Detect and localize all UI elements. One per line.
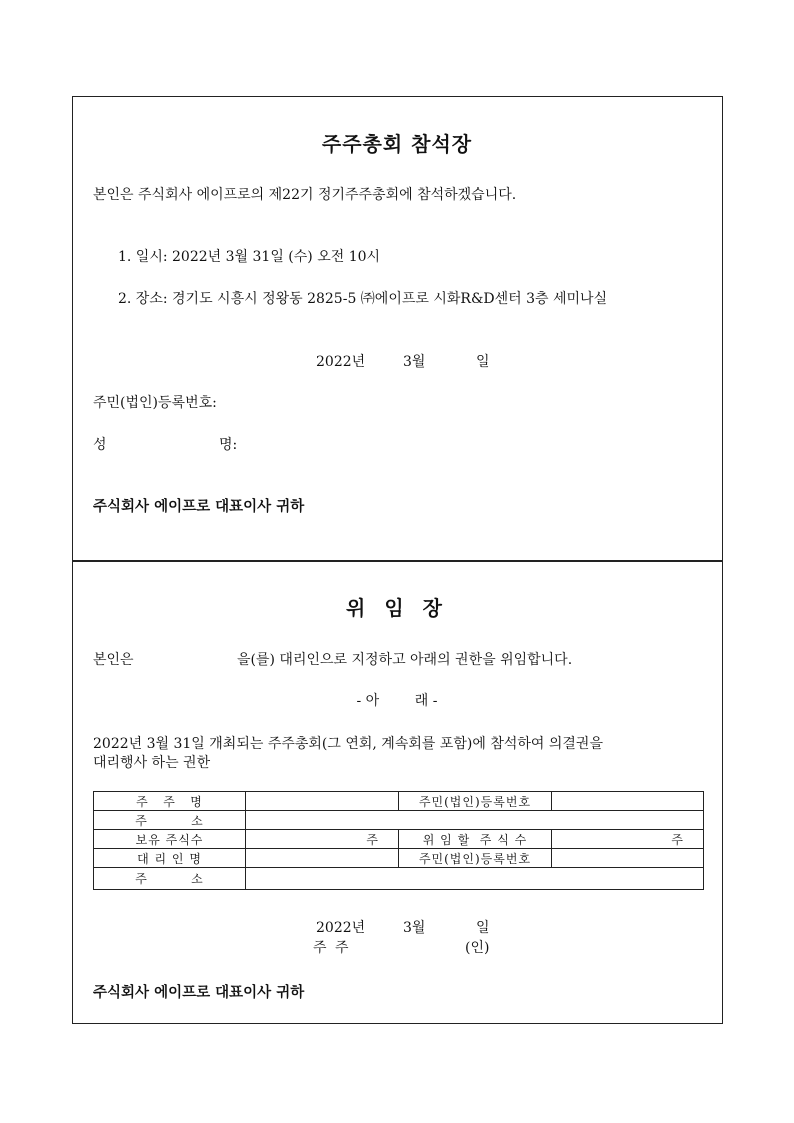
reg-no-label: 주민(법인)등록번호 (399, 792, 552, 811)
proxy-date-month: 3월 (403, 920, 426, 936)
proxy-reg-no-field[interactable] (552, 849, 704, 868)
attendance-name-label-b: 명: (219, 437, 238, 453)
proxy-below-heading: - 아 래 - (356, 693, 438, 709)
table-row (94, 849, 704, 868)
table-row (94, 868, 704, 890)
delegated-shares-label: 위 임 할 주 식 수 (399, 830, 552, 849)
proxy-reg-no-label: 주민(법인)등록번호 (399, 849, 552, 868)
attendance-intro: 본인은 주식회사 에이프로의 제22기 정기주주총회에 참석하겠습니다. (93, 187, 517, 203)
proxy-addressee: 주식회사 에이프로 대표이사 귀하 (93, 985, 305, 1001)
table-row (94, 830, 704, 849)
attendance-date-month: 3월 (403, 354, 426, 370)
attendance-card (72, 96, 723, 561)
proxy-shareholder-label: 주 주 (313, 940, 351, 956)
proxy-intro-a: 본인은 (93, 652, 134, 668)
attendance-date-year: 2022년 (316, 354, 366, 370)
attendance-reg-label: 주민(법인)등록번호: (93, 395, 217, 411)
proxy-info-table (93, 791, 704, 890)
address-label: 주 소 (94, 811, 246, 830)
attendance-location-item: 2. 장소: 경기도 시흥시 정왕동 2825-5 ㈜에이프로 시화R&D센터 3층 세미나실 (118, 291, 608, 307)
proxy-body-line2: 대리행사 하는 권한 (93, 755, 211, 771)
proxy-address-label: 주 소 (94, 868, 246, 890)
reg-no-field[interactable] (552, 792, 704, 811)
table-row (94, 792, 704, 811)
shareholder-name-label: 주 주 명 (94, 792, 246, 811)
delegated-shares-unit[interactable]: 주 (552, 830, 704, 849)
proxy-intro-b: 을(를) 대리인으로 지정하고 아래의 권한을 위임합니다. (237, 652, 573, 668)
table-row (94, 811, 704, 830)
shares-held-unit[interactable]: 주 (246, 830, 399, 849)
shares-held-label: 보유 주식수 (94, 830, 246, 849)
proxy-address-field[interactable] (246, 868, 704, 890)
proxy-name-field[interactable] (246, 849, 399, 868)
attendance-date-day: 일 (476, 354, 490, 370)
proxy-body-line1: 2022년 3월 31일 개최되는 주주총회(그 연회, 계속회를 포함)에 참석하여 의결권을 (93, 736, 603, 752)
shareholder-name-field[interactable] (246, 792, 399, 811)
proxy-seal-label: (인) (465, 940, 490, 956)
attendance-name-label-a: 성 (93, 437, 107, 453)
attendance-addressee: 주식회사 에이프로 대표이사 귀하 (93, 499, 305, 515)
proxy-name-label: 대 리 인 명 (94, 849, 246, 868)
proxy-title: 위 임 장 (346, 596, 448, 620)
attendance-title: 주주총회 참석장 (321, 132, 473, 156)
attendance-date-item: 1. 일시: 2022년 3월 31일 (수) 오전 10시 (118, 249, 381, 265)
address-field[interactable] (246, 811, 704, 830)
proxy-date-year: 2022년 (316, 920, 366, 936)
proxy-date-day: 일 (476, 920, 490, 936)
